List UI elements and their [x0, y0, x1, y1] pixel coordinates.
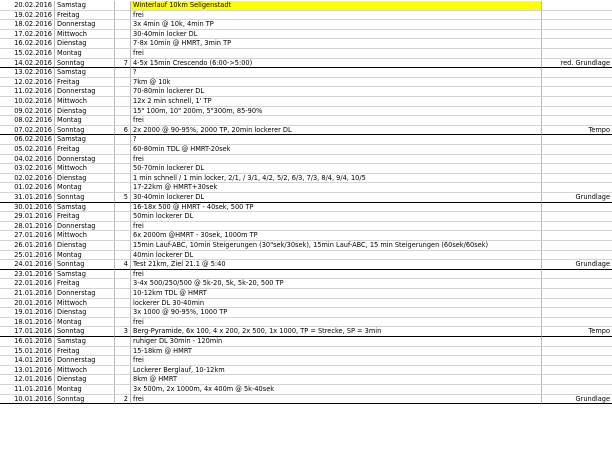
- workout-cell[interactable]: 3x 1000 @ 90-95%, 1000 TP: [131, 308, 542, 318]
- week-type-cell[interactable]: Tempo: [542, 126, 612, 136]
- weekday-cell[interactable]: Sonntag: [55, 395, 115, 405]
- week-type-cell[interactable]: [542, 174, 612, 184]
- workout-cell[interactable]: frei: [131, 318, 542, 328]
- weekday-cell[interactable]: Mittwoch: [55, 231, 115, 241]
- table-row: [0, 251, 612, 261]
- table-row: [0, 318, 612, 328]
- table-row: [0, 11, 612, 21]
- week-number-cell[interactable]: [115, 107, 131, 117]
- week-number-cell[interactable]: [115, 347, 131, 357]
- workout-cell[interactable]: 17-22km @ HMRT+30sek: [131, 183, 542, 193]
- table-row: [0, 222, 612, 232]
- date-cell[interactable]: 08.02.2016: [0, 116, 55, 126]
- workout-cell[interactable]: 50min lockerer DL: [131, 212, 542, 222]
- date-cell[interactable]: 02.02.2016: [0, 174, 55, 184]
- date-cell[interactable]: 04.02.2016: [0, 155, 55, 165]
- week-type-cell[interactable]: Grundlage: [542, 395, 612, 405]
- week-type-cell[interactable]: [542, 39, 612, 49]
- weekday-cell[interactable]: Donnerstag: [55, 20, 115, 30]
- table-row: [0, 289, 612, 299]
- weekday-cell[interactable]: Donnerstag: [55, 155, 115, 165]
- week-number-cell[interactable]: [115, 241, 131, 251]
- weekday-cell[interactable]: Samstag: [55, 1, 115, 11]
- week-number-cell[interactable]: [115, 356, 131, 366]
- table-row: [0, 203, 612, 213]
- week-type-cell[interactable]: [542, 231, 612, 241]
- week-number-cell[interactable]: [115, 11, 131, 21]
- week-number-cell[interactable]: [115, 135, 131, 145]
- week-type-cell[interactable]: [542, 107, 612, 117]
- week-type-cell[interactable]: [542, 155, 612, 165]
- date-cell[interactable]: 23.01.2016: [0, 270, 55, 280]
- date-cell[interactable]: 31.01.2016: [0, 193, 55, 203]
- date-cell[interactable]: 12.01.2016: [0, 375, 55, 385]
- table-row: [0, 308, 612, 318]
- week-number-cell[interactable]: [115, 183, 131, 193]
- date-cell[interactable]: 19.02.2016: [0, 11, 55, 21]
- date-cell[interactable]: 06.02.2016: [0, 135, 55, 145]
- date-cell[interactable]: 27.01.2016: [0, 231, 55, 241]
- date-cell[interactable]: 21.01.2016: [0, 289, 55, 299]
- table-row: [0, 299, 612, 309]
- workout-cell[interactable]: 40min lockerer DL: [131, 251, 542, 261]
- week-type-cell[interactable]: [542, 347, 612, 357]
- workout-cell[interactable]: frei: [131, 395, 542, 405]
- workout-cell[interactable]: ?: [131, 68, 542, 78]
- workout-cell[interactable]: 70-80min lockerer DL: [131, 87, 542, 97]
- week-type-cell[interactable]: [542, 299, 612, 309]
- week-number-cell[interactable]: [115, 97, 131, 107]
- date-cell[interactable]: 16.01.2016: [0, 337, 55, 347]
- weekday-cell[interactable]: Montag: [55, 183, 115, 193]
- weekday-cell[interactable]: Donnerstag: [55, 356, 115, 366]
- weekday-cell[interactable]: Dienstag: [55, 241, 115, 251]
- date-cell[interactable]: 10.01.2016: [0, 395, 55, 405]
- weekday-cell[interactable]: Samstag: [55, 203, 115, 213]
- date-cell[interactable]: 14.01.2016: [0, 356, 55, 366]
- workout-cell[interactable]: 7-8x 10min @ HMRT, 3min TP: [131, 39, 542, 49]
- week-number-cell[interactable]: 4: [115, 260, 131, 270]
- date-cell[interactable]: 22.01.2016: [0, 279, 55, 289]
- week-type-cell[interactable]: red. Grundlage: [542, 59, 612, 69]
- workout-cell[interactable]: 2x 2000 @ 90-95%, 2000 TP, 20min lockerer DL: [131, 126, 542, 136]
- weekday-cell[interactable]: Freitag: [55, 212, 115, 222]
- week-type-cell[interactable]: [542, 87, 612, 97]
- table-row: [0, 97, 612, 107]
- week-number-cell[interactable]: [115, 20, 131, 30]
- week-type-cell[interactable]: [542, 183, 612, 193]
- weekday-cell[interactable]: Montag: [55, 251, 115, 261]
- workout-cell[interactable]: 3x 500m, 2x 1000m, 4x 400m @ 5k-40sek: [131, 385, 542, 395]
- weekday-cell[interactable]: Donnerstag: [55, 87, 115, 97]
- week-type-cell[interactable]: [542, 135, 612, 145]
- week-type-cell[interactable]: [542, 270, 612, 280]
- weekday-cell[interactable]: Freitag: [55, 347, 115, 357]
- workout-cell[interactable]: frei: [131, 116, 542, 126]
- week-type-cell[interactable]: [542, 356, 612, 366]
- week-number-cell[interactable]: [115, 30, 131, 40]
- workout-cell[interactable]: 50-70min lockerer DL: [131, 164, 542, 174]
- workout-cell[interactable]: 8km @ HMRT: [131, 375, 542, 385]
- week-type-cell[interactable]: [542, 385, 612, 395]
- weekday-cell[interactable]: Sonntag: [55, 327, 115, 337]
- table-row: [0, 30, 612, 40]
- weekday-cell[interactable]: Mittwoch: [55, 97, 115, 107]
- table-row: [0, 193, 612, 203]
- table-row: [0, 241, 612, 251]
- table-row: [0, 87, 612, 97]
- week-number-cell[interactable]: [115, 299, 131, 309]
- week-type-cell[interactable]: [542, 164, 612, 174]
- weekday-cell[interactable]: Mittwoch: [55, 299, 115, 309]
- week-type-cell[interactable]: [542, 366, 612, 376]
- workout-cell[interactable]: 15" 100m, 10" 200m, 5"300m, 85-90%: [131, 107, 542, 117]
- date-cell[interactable]: 18.01.2016: [0, 318, 55, 328]
- weekday-cell[interactable]: Freitag: [55, 279, 115, 289]
- date-cell[interactable]: 03.02.2016: [0, 164, 55, 174]
- week-number-cell[interactable]: [115, 87, 131, 97]
- workout-cell[interactable]: frei: [131, 11, 542, 21]
- table-row: [0, 327, 612, 337]
- week-number-cell[interactable]: 7: [115, 59, 131, 69]
- week-type-cell[interactable]: [542, 241, 612, 251]
- workout-cell[interactable]: Winterlauf 10km Seligenstadt: [131, 1, 542, 11]
- date-cell[interactable]: 09.02.2016: [0, 107, 55, 117]
- weekday-cell[interactable]: Samstag: [55, 135, 115, 145]
- workout-cell[interactable]: ?: [131, 135, 542, 145]
- week-type-cell[interactable]: [542, 78, 612, 88]
- week-number-cell[interactable]: [115, 203, 131, 213]
- week-type-cell[interactable]: [542, 68, 612, 78]
- table-row: [0, 347, 612, 357]
- weekday-cell[interactable]: Dienstag: [55, 375, 115, 385]
- weekday-cell[interactable]: Sonntag: [55, 260, 115, 270]
- week-type-cell[interactable]: [542, 203, 612, 213]
- date-cell[interactable]: 14.02.2016: [0, 59, 55, 69]
- week-number-cell[interactable]: [115, 251, 131, 261]
- table-row: [0, 1, 612, 11]
- weekday-cell[interactable]: Samstag: [55, 337, 115, 347]
- table-row: [0, 20, 612, 30]
- table-row: [0, 164, 612, 174]
- week-type-cell[interactable]: [542, 11, 612, 21]
- table-row: [0, 212, 612, 222]
- week-number-cell[interactable]: 2: [115, 395, 131, 405]
- table-row: [0, 155, 612, 165]
- week-number-cell[interactable]: [115, 49, 131, 59]
- workout-cell[interactable]: frei: [131, 155, 542, 165]
- weekday-cell[interactable]: Dienstag: [55, 174, 115, 184]
- workout-cell[interactable]: lockerer DL 30-40min: [131, 299, 542, 309]
- workout-cell[interactable]: 16-18x 500 @ HMRT - 40sek, 500 TP: [131, 203, 542, 213]
- weekday-cell[interactable]: Mittwoch: [55, 30, 115, 40]
- workout-cell[interactable]: 15min Lauf-ABC, 10min Steigerungen (30"sek/30sek), 15min Lauf-ABC, 15 min Steigerungen (60sek/60sek): [131, 241, 542, 251]
- workout-cell[interactable]: 3x 4min @ 10k, 4min TP: [131, 20, 542, 30]
- weekday-cell[interactable]: Montag: [55, 318, 115, 328]
- weekday-cell[interactable]: Dienstag: [55, 39, 115, 49]
- week-number-cell[interactable]: [115, 145, 131, 155]
- weekday-cell[interactable]: Mittwoch: [55, 164, 115, 174]
- date-cell[interactable]: 19.01.2016: [0, 308, 55, 318]
- week-type-cell[interactable]: [542, 308, 612, 318]
- workout-cell[interactable]: Test 21km, Ziel 21.1 @ 5:40: [131, 260, 542, 270]
- week-type-cell[interactable]: [542, 49, 612, 59]
- date-cell[interactable]: 20.01.2016: [0, 299, 55, 309]
- table-row: [0, 39, 612, 49]
- date-cell[interactable]: 11.01.2016: [0, 385, 55, 395]
- date-cell[interactable]: 20.02.2016: [0, 1, 55, 11]
- workout-cell[interactable]: ruhiger DL 30min - 120min: [131, 337, 542, 347]
- weekday-cell[interactable]: Sonntag: [55, 193, 115, 203]
- week-type-cell[interactable]: [542, 145, 612, 155]
- week-type-cell[interactable]: [542, 222, 612, 232]
- table-row: [0, 145, 612, 155]
- date-cell[interactable]: 01.02.2016: [0, 183, 55, 193]
- week-number-cell[interactable]: [115, 174, 131, 184]
- week-number-cell[interactable]: [115, 318, 131, 328]
- week-number-cell[interactable]: [115, 308, 131, 318]
- weekday-cell[interactable]: Freitag: [55, 145, 115, 155]
- week-number-cell[interactable]: [115, 116, 131, 126]
- week-type-cell[interactable]: [542, 251, 612, 261]
- workout-cell[interactable]: frei: [131, 356, 542, 366]
- week-type-cell[interactable]: [542, 289, 612, 299]
- weekday-cell[interactable]: Donnerstag: [55, 222, 115, 232]
- week-number-cell[interactable]: [115, 289, 131, 299]
- weekday-cell[interactable]: Montag: [55, 49, 115, 59]
- week-type-cell[interactable]: [542, 20, 612, 30]
- date-cell[interactable]: 13.01.2016: [0, 366, 55, 376]
- week-type-cell[interactable]: [542, 337, 612, 347]
- week-type-cell[interactable]: [542, 318, 612, 328]
- workout-cell[interactable]: 6x 2000m @HMRT - 30sek, 1000m TP: [131, 231, 542, 241]
- week-number-cell[interactable]: [115, 39, 131, 49]
- date-cell[interactable]: 30.01.2016: [0, 203, 55, 213]
- table-row: [0, 107, 612, 117]
- weekday-cell[interactable]: Donnerstag: [55, 289, 115, 299]
- workout-cell[interactable]: 15-18km @ HMRT: [131, 347, 542, 357]
- table-row: [0, 337, 612, 347]
- date-cell[interactable]: 24.01.2016: [0, 260, 55, 270]
- date-cell[interactable]: 11.02.2016: [0, 87, 55, 97]
- table-row: [0, 260, 612, 270]
- week-number-cell[interactable]: [115, 279, 131, 289]
- week-type-cell[interactable]: Grundlage: [542, 193, 612, 203]
- week-number-cell[interactable]: [115, 155, 131, 165]
- date-cell[interactable]: 15.02.2016: [0, 49, 55, 59]
- weekday-cell[interactable]: Montag: [55, 385, 115, 395]
- week-type-cell[interactable]: [542, 1, 612, 11]
- date-cell[interactable]: 05.02.2016: [0, 145, 55, 155]
- week-number-cell[interactable]: [115, 337, 131, 347]
- weekday-cell[interactable]: Samstag: [55, 68, 115, 78]
- table-row: [0, 366, 612, 376]
- weekday-cell[interactable]: Montag: [55, 116, 115, 126]
- week-number-cell[interactable]: [115, 385, 131, 395]
- date-cell[interactable]: 18.02.2016: [0, 20, 55, 30]
- week-number-cell[interactable]: [115, 212, 131, 222]
- week-number-cell[interactable]: [115, 1, 131, 11]
- date-cell[interactable]: 28.01.2016: [0, 222, 55, 232]
- workout-cell[interactable]: 7km @ 10k: [131, 78, 542, 88]
- workout-cell[interactable]: 30-40min lockerer DL: [131, 193, 542, 203]
- week-number-cell[interactable]: [115, 68, 131, 78]
- week-number-cell[interactable]: 3: [115, 327, 131, 337]
- workout-cell[interactable]: 3-4x 500/250/500 @ 5k-20, 5k, 5k-20, 500 TP: [131, 279, 542, 289]
- workout-cell[interactable]: 30-40min locker DL: [131, 30, 542, 40]
- week-type-cell[interactable]: [542, 375, 612, 385]
- workout-cell[interactable]: frei: [131, 270, 542, 280]
- week-number-cell[interactable]: 5: [115, 193, 131, 203]
- week-number-cell[interactable]: [115, 78, 131, 88]
- table-row: [0, 385, 612, 395]
- table-row: [0, 59, 612, 69]
- date-cell[interactable]: 17.01.2016: [0, 327, 55, 337]
- week-type-cell[interactable]: [542, 30, 612, 40]
- workout-cell[interactable]: 60-80min TDL @ HMRT-20sek: [131, 145, 542, 155]
- date-cell[interactable]: 07.02.2016: [0, 126, 55, 136]
- weekday-cell[interactable]: Samstag: [55, 270, 115, 280]
- table-row: [0, 231, 612, 241]
- weekday-cell[interactable]: Freitag: [55, 11, 115, 21]
- table-row: [0, 356, 612, 366]
- workout-cell[interactable]: frei: [131, 49, 542, 59]
- weekday-cell[interactable]: Dienstag: [55, 107, 115, 117]
- week-type-cell[interactable]: Tempo: [542, 327, 612, 337]
- date-cell[interactable]: 29.01.2016: [0, 212, 55, 222]
- weekday-cell[interactable]: Sonntag: [55, 126, 115, 136]
- week-type-cell[interactable]: [542, 97, 612, 107]
- table-row: [0, 375, 612, 385]
- week-number-cell[interactable]: [115, 231, 131, 241]
- table-row: [0, 395, 612, 405]
- table-row: [0, 116, 612, 126]
- week-number-cell[interactable]: [115, 375, 131, 385]
- date-cell[interactable]: 15.01.2016: [0, 347, 55, 357]
- weekday-cell[interactable]: Freitag: [55, 78, 115, 88]
- workout-cell[interactable]: Berg-Pyramide, 6x 100, 4 x 200, 2x 500, 1x 1000, TP = Strecke, SP = 3min: [131, 327, 542, 337]
- table-row: [0, 49, 612, 59]
- date-cell[interactable]: 25.01.2016: [0, 251, 55, 261]
- table-row: [0, 78, 612, 88]
- weekday-cell[interactable]: Sonntag: [55, 59, 115, 69]
- week-type-cell[interactable]: [542, 279, 612, 289]
- week-number-cell[interactable]: [115, 270, 131, 280]
- date-cell[interactable]: 16.02.2016: [0, 39, 55, 49]
- week-type-cell[interactable]: [542, 212, 612, 222]
- date-cell[interactable]: 13.02.2016: [0, 68, 55, 78]
- workout-cell[interactable]: 12x 2 min schnell, 1' TP: [131, 97, 542, 107]
- date-cell[interactable]: 10.02.2016: [0, 97, 55, 107]
- table-row: [0, 126, 612, 136]
- workout-cell[interactable]: 1 min schnell / 1 min locker, 2/1, / 3/1, 4/2, 5/2, 6/3, 7/3, 8/4, 9/4, 10/5: [131, 174, 542, 184]
- week-number-cell[interactable]: 6: [115, 126, 131, 136]
- weekday-cell[interactable]: Dienstag: [55, 308, 115, 318]
- date-cell[interactable]: 12.02.2016: [0, 78, 55, 88]
- workout-cell[interactable]: 10-12km TDL @ HMRT: [131, 289, 542, 299]
- workout-cell[interactable]: Lockerer Berglauf, 10-12km: [131, 366, 542, 376]
- workout-cell[interactable]: frei: [131, 222, 542, 232]
- week-number-cell[interactable]: [115, 164, 131, 174]
- table-row: [0, 135, 612, 145]
- date-cell[interactable]: 26.01.2016: [0, 241, 55, 251]
- week-type-cell[interactable]: [542, 116, 612, 126]
- table-row: [0, 270, 612, 280]
- weekday-cell[interactable]: Mittwoch: [55, 366, 115, 376]
- week-number-cell[interactable]: [115, 366, 131, 376]
- date-cell[interactable]: 17.02.2016: [0, 30, 55, 40]
- week-type-cell[interactable]: Grundlage: [542, 260, 612, 270]
- table-row: [0, 68, 612, 78]
- table-row: [0, 183, 612, 193]
- week-number-cell[interactable]: [115, 222, 131, 232]
- workout-cell[interactable]: 4-5x 15min Crescendo (6:00->5:00): [131, 59, 542, 69]
- table-row: [0, 174, 612, 184]
- table-row: [0, 279, 612, 289]
